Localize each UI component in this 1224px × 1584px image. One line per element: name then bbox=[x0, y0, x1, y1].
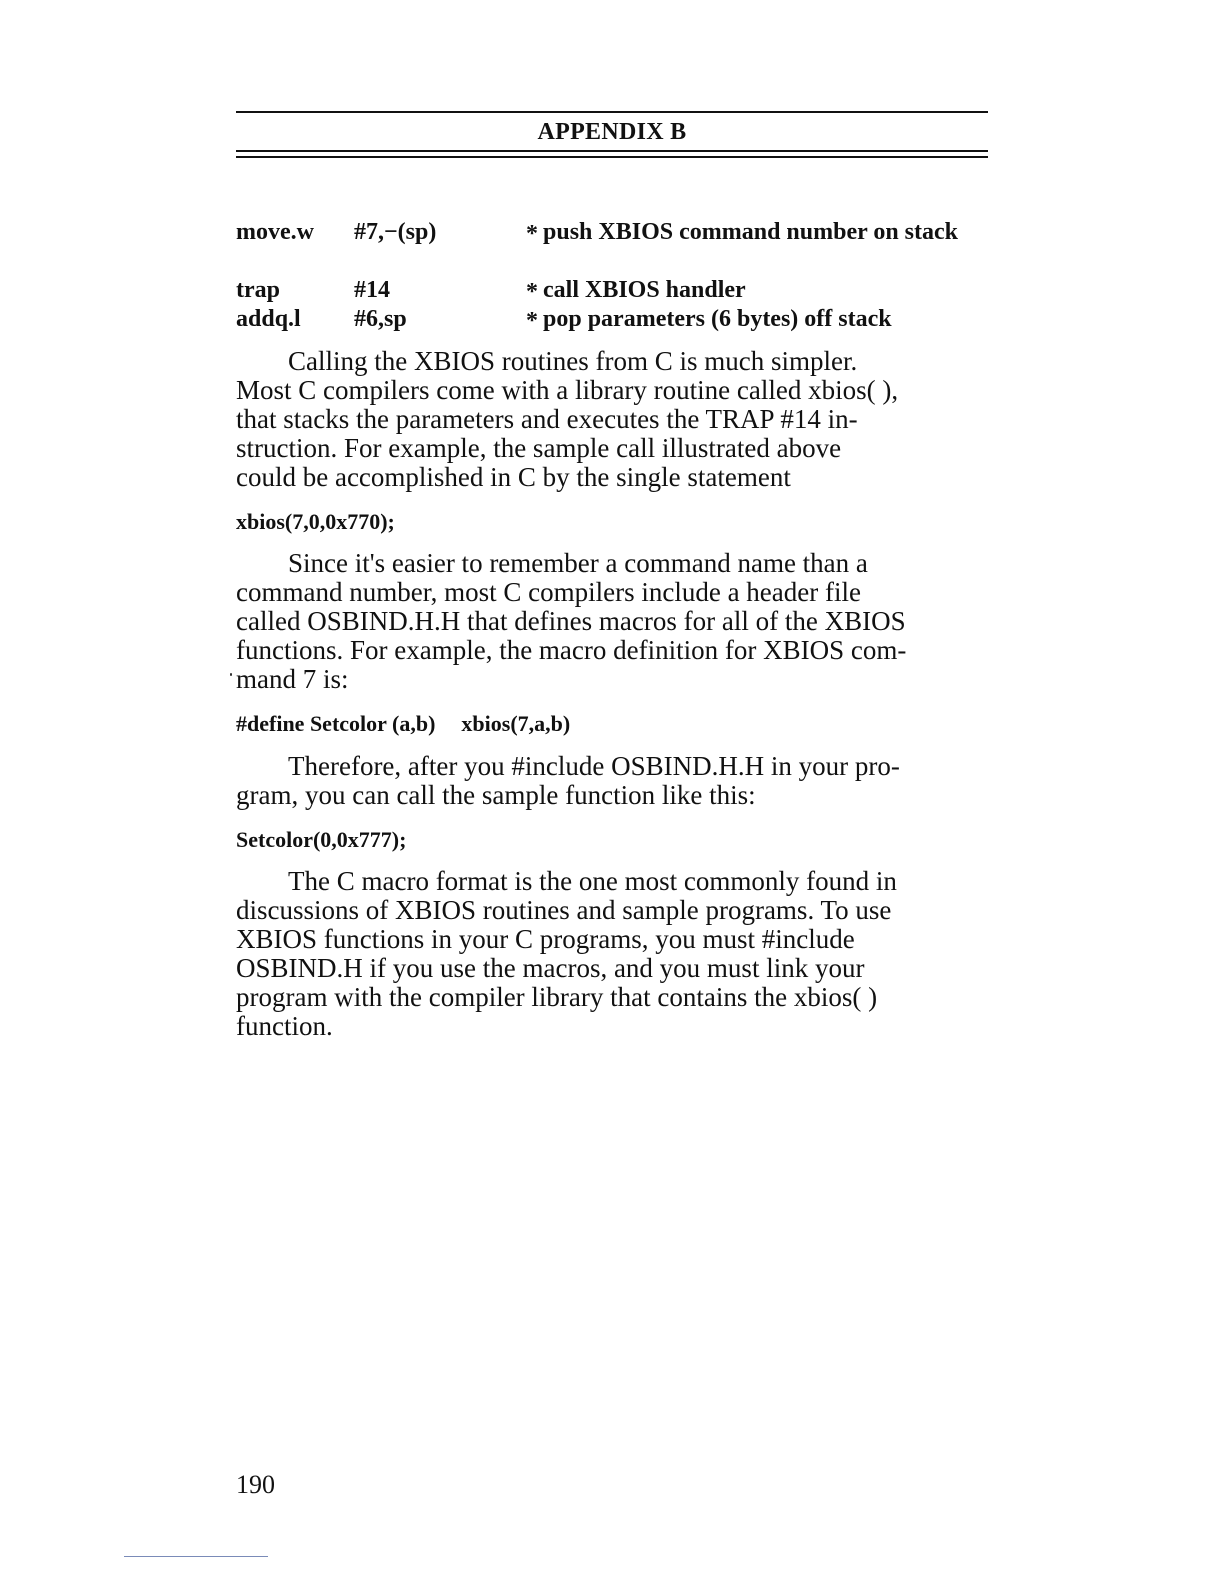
text-line: function. bbox=[236, 1011, 333, 1041]
asm-line bbox=[236, 276, 988, 305]
text-line: discussions of XBIOS routines and sample programs. To use bbox=[236, 895, 892, 925]
asm-comment-marker: * bbox=[526, 308, 538, 334]
asm-operand: #6,sp bbox=[354, 306, 407, 332]
asm-comment: push XBIOS command number on stack bbox=[543, 219, 958, 245]
text-line: gram, you can call the sample function like this: bbox=[236, 780, 756, 810]
asm-comment: pop parameters (6 bytes) off stack bbox=[543, 306, 892, 332]
text-line: Therefore, after you #include OSBIND.H.H in your pro- bbox=[288, 751, 900, 781]
text-line: could be accomplished in C by the single statement bbox=[236, 462, 791, 492]
code-define-macro: #define Setcolor (a,b) bbox=[236, 711, 436, 736]
asm-comment-marker: * bbox=[526, 279, 538, 305]
running-head: APPENDIX B bbox=[537, 119, 687, 145]
text-line: command number, most C compilers include a header file bbox=[236, 577, 861, 607]
text-line: Since it's easier to remember a command name than a bbox=[288, 548, 868, 578]
page-number: 190 bbox=[236, 1470, 275, 1499]
text-line: OSBIND.H if you use the macros, and you must link your bbox=[236, 953, 865, 983]
asm-opcode: addq.l bbox=[236, 306, 301, 332]
header-rule-double-upper bbox=[236, 150, 988, 152]
text-line: Most C compilers come with a library routine called xbios( ), bbox=[236, 375, 899, 405]
text-line: XBIOS functions in your C programs, you must #include bbox=[236, 924, 855, 954]
asm-operand: #14 bbox=[354, 277, 390, 303]
text-line: that stacks the parameters and executes the TRAP #14 in- bbox=[236, 404, 858, 434]
text-line: struction. For example, the sample call illustrated above bbox=[236, 433, 842, 463]
code-define-setcolor bbox=[236, 710, 570, 738]
asm-line bbox=[236, 218, 988, 276]
paragraph-osbind-macros bbox=[236, 549, 988, 694]
paragraph-include-osbind bbox=[236, 752, 988, 810]
paragraph-calling-xbios-from-c bbox=[236, 347, 988, 492]
asm-operand: #7,−(sp) bbox=[354, 219, 437, 245]
scan-edge-line bbox=[124, 1556, 268, 1557]
asm-comment-marker: * bbox=[526, 221, 538, 247]
asm-line bbox=[236, 305, 988, 334]
asm-opcode: move.w bbox=[236, 219, 314, 245]
header-rule-double-lower bbox=[236, 156, 988, 158]
assembly-listing bbox=[236, 218, 988, 334]
header-rule-top bbox=[236, 111, 988, 113]
asm-opcode: trap bbox=[236, 277, 280, 303]
code-xbios-call: xbios(7,0,0x770); bbox=[236, 509, 395, 534]
text-line: mand 7 is: bbox=[236, 664, 349, 694]
print-speck bbox=[230, 673, 232, 676]
text-line: Calling the XBIOS routines from C is much simpler. bbox=[288, 346, 858, 376]
text-line: program with the compiler library that contains the xbios( ) bbox=[236, 982, 878, 1012]
code-define-expansion: xbios(7,a,b) bbox=[461, 711, 571, 736]
paragraph-c-macro-format bbox=[236, 867, 988, 1041]
asm-comment: call XBIOS handler bbox=[543, 277, 746, 303]
code-setcolor-call: Setcolor(0,0x777); bbox=[236, 827, 407, 852]
text-line: The C macro format is the one most commonly found in bbox=[288, 866, 897, 896]
text-line: functions. For example, the macro definition for XBIOS com- bbox=[236, 635, 907, 665]
text-line: called OSBIND.H.H that defines macros for all of the XBIOS bbox=[236, 606, 906, 636]
